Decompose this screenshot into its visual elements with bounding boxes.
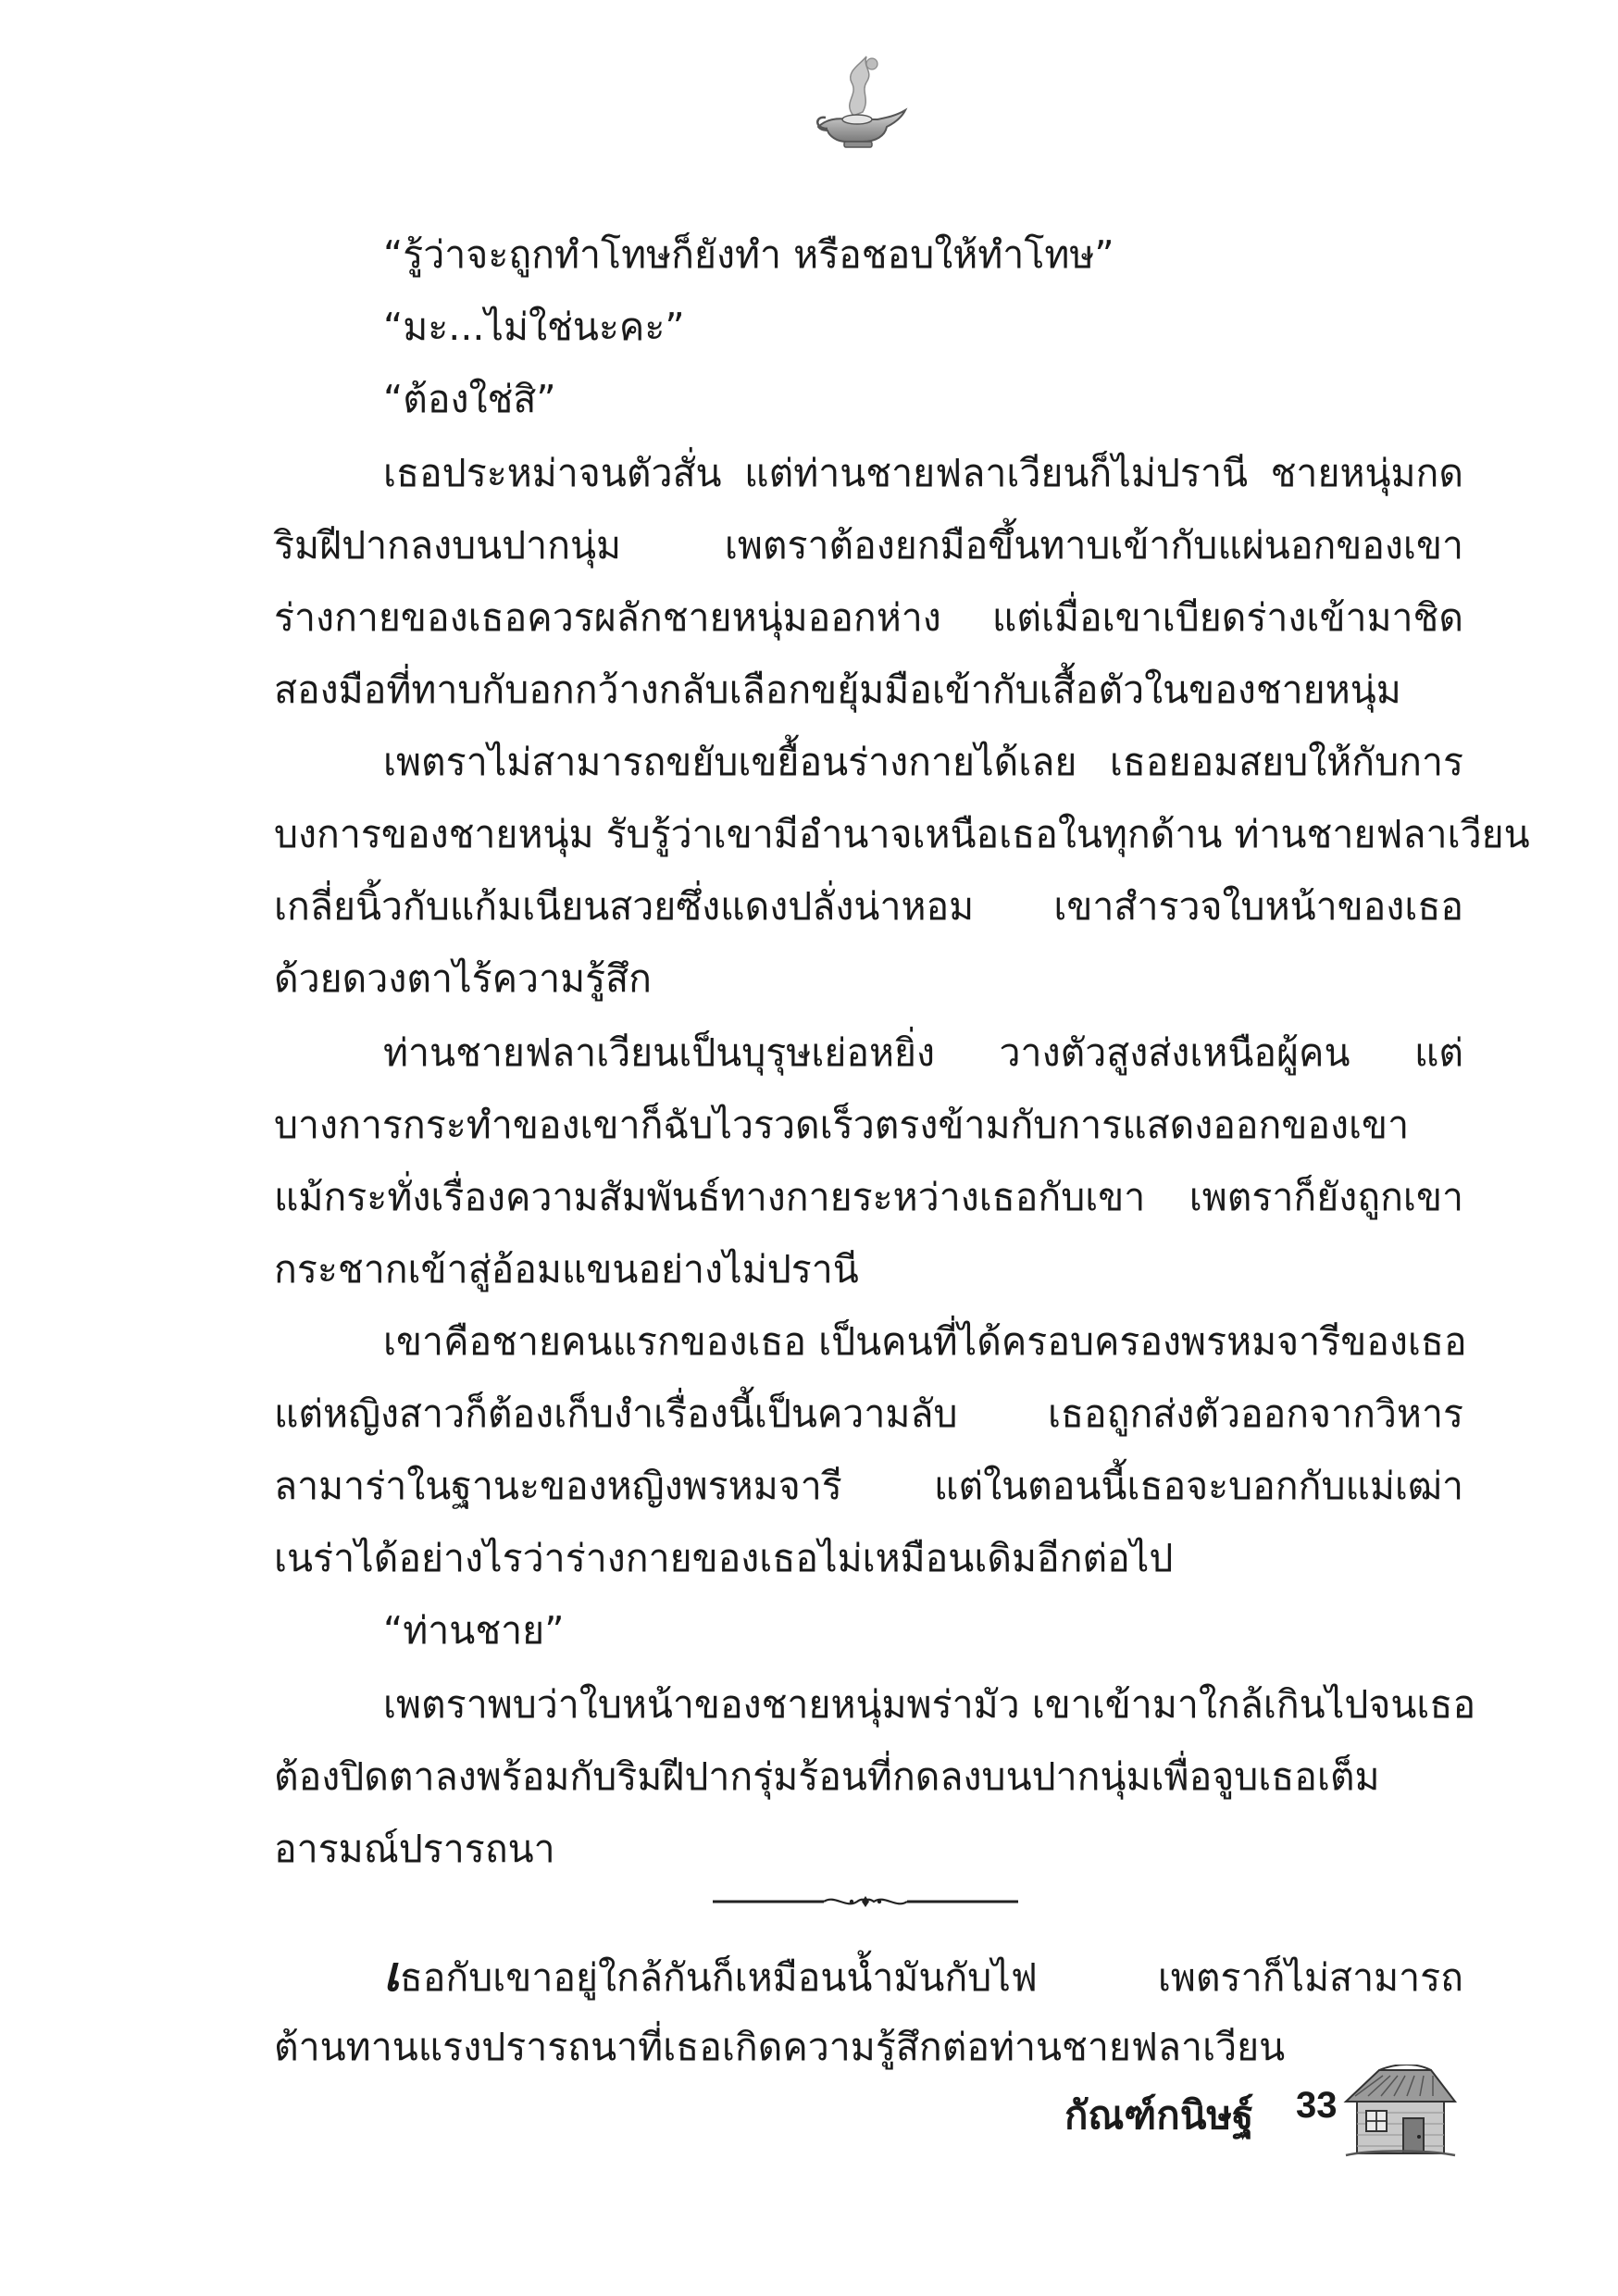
paragraph-line: ร่างกายของเธอควรผลักชายหนุ่มออกห่าง แต่เมื่อเขาเบียดร่างเข้ามาชิด xyxy=(274,595,1463,640)
paragraph-line: ลามาร่าในฐานะของหญิงพรหมจารี แต่ในตอนนี้เธอจะบอกกับแม่เฒ่า xyxy=(274,1464,1463,1508)
paragraph-line: เกลี่ยนิ้วกับแก้มเนียนสวยซึ่งแดงปลั่งน่าหอม เขาสำรวจใบหน้าของเธอ xyxy=(274,884,1463,929)
paragraph-line: “ท่านชาย” xyxy=(383,1608,565,1653)
section2-line2: ต้านทานแรงปรารถนาที่เธอเกิดความรู้สึกต่อท่านชายฟลาเวียน xyxy=(274,2025,1286,2069)
scene-divider-ornament xyxy=(713,1890,1018,1913)
paragraph-line: ต้องปิดตาลงพร้อมกับริมฝีปากรุ่มร้อนที่กดลงบนปากนุ่มเพื่อจูบเธอเต็ม xyxy=(274,1754,1380,1799)
drop-cap: เ xyxy=(383,1946,400,2003)
page-footer xyxy=(1064,2065,1472,2166)
paragraph-line: สองมือที่ทาบกับอกกว้างกลับเลือกขยุ้มมือเข้ากับเสื้อตัวในของชายหนุ่ม xyxy=(274,668,1401,712)
paragraph-line: ด้วยดวงตาไร้ความรู้สึก xyxy=(274,956,652,1001)
paragraph-line: “มะ...ไม่ใช่นะคะ” xyxy=(383,305,685,349)
genie-lamp-icon xyxy=(805,51,916,162)
paragraph-line: แต่หญิงสาวก็ต้องเก็บงำเรื่องนี้เป็นความลับ เธอถูกส่งตัวออกจากวิหาร xyxy=(274,1391,1463,1436)
paragraph-line: เธอประหม่าจนตัวสั่น แต่ท่านชายฟลาเวียนก็ไม่ปรานี ชายหนุ่มกด xyxy=(383,451,1463,495)
paragraph-line: ริมฝีปากลงบนปากนุ่ม เพตราต้องยกมือขึ้นทาบเข้ากับแผ่นอกของเขา xyxy=(274,523,1463,568)
paragraph-line: บงการของชายหนุ่ม รับรู้ว่าเขามีอำนาจเหนือเธอในทุกด้าน ท่านชายฟลาเวียน xyxy=(274,812,1530,856)
paragraph-line: ท่านชายฟลาเวียนเป็นบุรุษเย่อหยิ่ง วางตัวสูงส่งเหนือผู้คน แต่ xyxy=(383,1030,1463,1075)
house-icon xyxy=(1342,2065,1458,2162)
section2-line1-text: ธอกับเขาอยู่ใกล้กันก็เหมือนน้ำมันกับไฟ เพตราก็ไม่สามารถ xyxy=(399,1955,1463,2000)
paragraph-line: แม้กระทั่งเรื่องความสัมพันธ์ทางกายระหว่างเธอกับเขา เพตราก็ยังถูกเขา xyxy=(274,1175,1463,1219)
paragraph-line: เพตราพบว่าใบหน้าของชายหนุ่มพร่ามัว เขาเข้ามาใกล้เกินไปจนเธอ xyxy=(383,1682,1476,1727)
paragraph-line: เขาคือชายคนแรกของเธอ เป็นคนที่ได้ครอบครองพรหมจารีของเธอ xyxy=(383,1319,1467,1364)
paragraph-line: “รู้ว่าจะถูกทำโทษก็ยังทำ หรือชอบให้ทำโทษ” xyxy=(383,232,1114,277)
paragraph-line: เนร่าได้อย่างไรว่าร่างกายของเธอไม่เหมือนเดิมอีกต่อไป xyxy=(274,1536,1174,1580)
paragraph-line: อารมณ์ปรารถนา xyxy=(274,1827,555,1871)
page-number: 33 xyxy=(1296,2085,1338,2126)
book-title: กัณฑ์กนิษฐ์ xyxy=(1064,2092,1254,2138)
section2-line1 xyxy=(274,1947,1463,2003)
paragraph-line: “ต้องใช่สิ” xyxy=(383,377,556,421)
paragraph-line: บางการกระทำของเขาก็ฉับไวรวดเร็วตรงข้ามกับการแสดงออกของเขา xyxy=(274,1103,1410,1147)
paragraph-line: กระชากเข้าสู่อ้อมแขนอย่างไม่ปรานี xyxy=(274,1247,859,1292)
paragraph-line: เพตราไม่สามารถขยับเขยื้อนร่างกายได้เลย เธอยอมสยบให้กับการ xyxy=(383,740,1463,784)
